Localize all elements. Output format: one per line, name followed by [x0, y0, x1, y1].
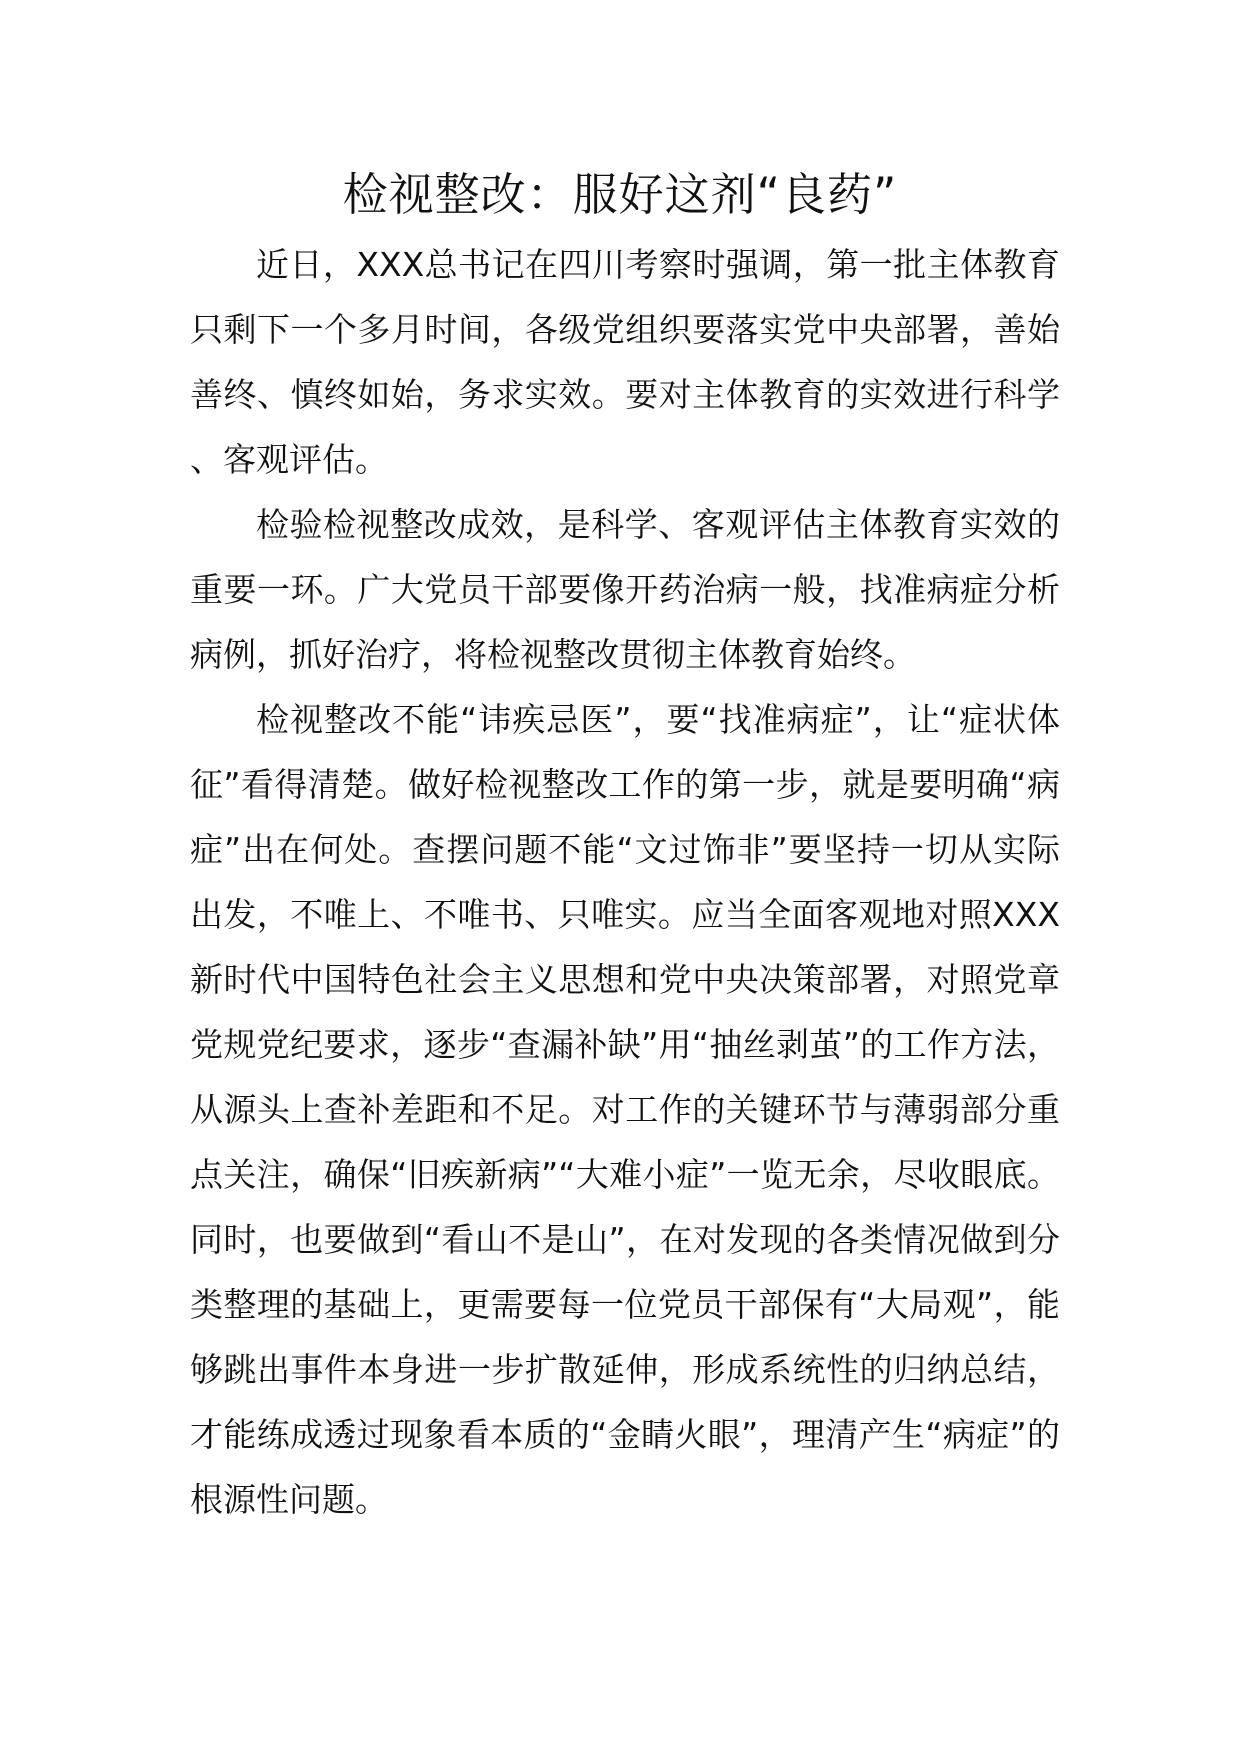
- paragraph-2: 检验检视整改成效，是科学、客观评估主体教育实效的重要一环。广大党员干部要像开药治病一般，找准病症分析病例，抓好治疗，将检视整改贯彻主体教育始终。: [190, 505, 1060, 674]
- document-body: [190, 232, 1060, 1532]
- paragraph-1: 近日，XXX总书记在四川考察时强调，第一批主体教育只剩下一个多月时间，各级党组织要落实党中央部署，善始善终、慎终如始，务求实效。要对主体教育的实效进行科学、客观评估。: [190, 245, 1060, 479]
- document-title: 检视整改：服好这剂“良药”: [342, 168, 898, 221]
- paragraph-3: 检视整改不能“讳疾忌医”，要“找准病症”，让“症状体征”看得清楚。做好检视整改工作的第一步，就是要明确“病症”出在何处。查摆问题不能“文过饰非”要坚持一切从实际出发，不唯上、不唯书、只唯实。应当全面客观地对照XXX新时代中国特色社会主义思想和党中央决策部署，对照党章党规党纪要求，逐步“查漏补缺”用“抽丝剥茧”的工作方法，从源头上查补差距和不足。对工作的关键环节与薄弱部分重点关注，确保“旧疾新病”“大难小症”一览无余，尽收眼底。同时，也要做到“看山不是山”，在对发现的各类情况做到分类整理的基础上，更需要每一位党员干部保有“大局观”，能够跳出事件本身进一步扩散延伸，形成系统性的归纳总结，才能练成透过现象看本质的“金睛火眼”，理清产生“病症”的根源性问题。: [190, 700, 1060, 1519]
